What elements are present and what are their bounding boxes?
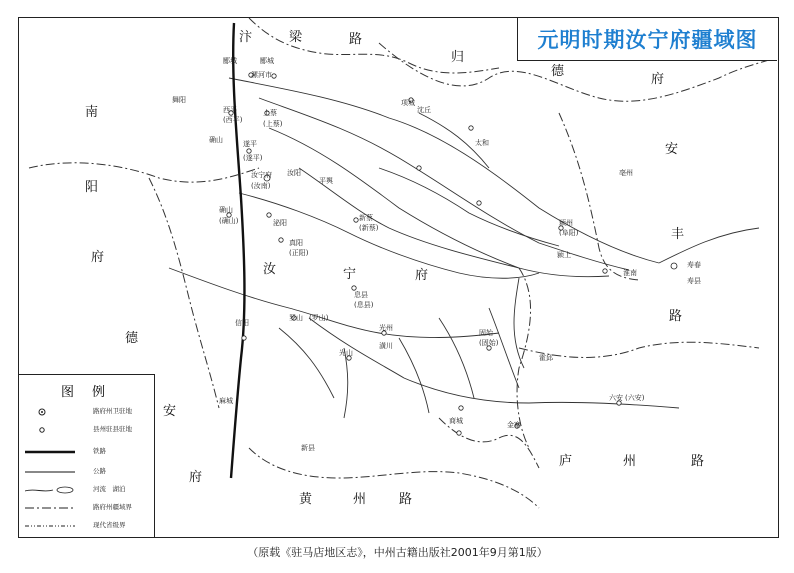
place-yancheng2: 郾城 [260,57,274,65]
place-suiping: 遂平 [243,140,257,148]
region-bianliang-1: 汴 [239,30,253,45]
region-anfeng-3: 路 [669,309,683,324]
river [489,308,519,388]
place-luoshan: 罗山 [289,314,303,322]
place-shouchun: 寿春 [687,261,701,269]
boundary [249,448,539,508]
place-luoshan-old: (罗山) [309,314,329,322]
place-xinyang: 信阳 [235,319,249,327]
town-marker [459,406,463,410]
legend-item-label: 路府州疆域界 [93,503,132,511]
place-guangzhou: 光州 [379,324,393,332]
place-runan-old: (汝南) [251,182,271,190]
region-ande-1: 德 [125,331,139,346]
legend-item [19,465,154,479]
town-marker [272,74,276,78]
region-luzhou-2: 州 [623,454,637,469]
town-marker [267,213,271,217]
railway-line-icon [25,447,75,457]
river [239,193,539,278]
place-suiping-old: (遂平) [243,154,263,162]
place-luan: 六安 [609,394,623,402]
place-huainan: 淮南 [623,269,637,277]
source-caption: （原载《驻马店地区志》，中州古籍出版社2001年9月第1版） [247,546,548,559]
place-yingzhou: 颍州 [559,219,573,227]
town-marker [671,263,677,269]
boundary-line-icon [25,503,75,513]
place-zhenyang-old: (正阳) [289,249,309,257]
town-marker [354,218,358,222]
region-nanyang-3: 府 [91,250,105,265]
region-anfeng-2: 丰 [671,227,685,242]
legend-title: 图例 [61,385,124,400]
highway-line-icon [25,467,75,477]
place-biyang: 泌阳 [273,219,287,227]
place-xiping: 西平 [223,106,237,114]
legend-item-label: 公路 [93,467,106,475]
place-xi-old: (息县) [354,301,374,309]
town-marker [477,201,481,205]
place-queshan: 确山 [209,136,223,144]
region-guide-1: 归 [451,50,465,65]
region-runing-3: 府 [415,268,429,283]
region-bianliang-2: 梁 [289,30,303,45]
province-boundary-icon [25,521,75,531]
river [439,318,474,398]
region-runing-1: 汝 [263,262,277,277]
place-queshan-old: 确山 [219,206,233,214]
boundary [559,113,639,280]
town-marker [469,126,473,130]
place-xi: 息县 [354,291,368,299]
region-huangzhou-2: 州 [353,492,367,507]
place-xincai: 新蔡 [359,214,373,222]
place-luohe: 漯河市 [251,71,272,79]
place-xinxian: 新县 [301,444,315,452]
region-fu-left: 府 [189,470,203,485]
legend-item-label: 河流 湖泊 [93,485,126,493]
place-huoqiu: 霍邱 [539,354,553,362]
place-runing-city: 汝宁府 [251,171,272,179]
seat-marker-icon [25,407,75,417]
legend-item-label: 现代省级界 [93,521,126,529]
place-pingyu: 平舆 [319,177,333,185]
place-zhenyang: 真阳 [289,239,303,247]
map-title: 元明时期汝宁府疆域图 [537,28,758,52]
town-marker [279,238,283,242]
region-huangzhou-1: 黄 [299,492,313,507]
place-fuyang: (阜阳) [559,229,579,237]
legend-item [19,423,154,437]
place-xincai-old: (新蔡) [359,224,379,232]
town-marker [242,336,246,340]
place-gushi-old: (固始) [479,339,499,347]
legend-item-label: 路府州卫驻地 [93,407,132,415]
legend-item [19,501,154,515]
place-yancheng: 郾城 [223,57,237,65]
map-frame [18,17,779,538]
town-marker [417,166,421,170]
legend-box [19,374,155,537]
legend-item [19,405,154,419]
place-liuan-old: (六安) [625,394,645,402]
region-luzhou-1: 庐 [559,454,573,469]
legend-item-label: 铁路 [93,447,106,455]
region-bianliang-3: 路 [349,32,363,47]
boundary [29,163,259,182]
river [259,98,629,270]
place-huangchuan: 潢川 [379,342,393,350]
place-xiangcheng: 项城 [401,99,415,107]
place-shouxian: 寿县 [687,277,701,285]
place-queshan-old2: (确山) [219,217,239,225]
county-marker-icon [25,425,75,435]
map-title-box [517,18,777,61]
river [309,318,679,408]
river [399,338,429,413]
region-guide-2: 德 [551,64,565,79]
place-shenqiu: 沈丘 [417,106,431,114]
legend-item [19,483,154,497]
place-shangcai: 上蔡 [263,109,277,117]
town-marker [457,431,461,435]
river-lake-icon [25,485,75,495]
region-nanyang-2: 阳 [85,180,99,195]
legend-item [19,519,154,533]
region-anfeng-1: 安 [665,142,679,157]
town-marker [603,269,607,273]
place-bozhou: 亳州 [619,169,633,177]
place-gushi: 固始 [479,329,493,337]
river [514,278,524,368]
river [279,328,334,398]
place-macheng: 麻城 [219,397,233,405]
region-ande-2: 安 [163,404,177,419]
river [169,268,499,338]
place-xiping-old: (西平) [223,116,243,124]
place-yingshang: 颍上 [557,251,571,259]
boundary [519,342,759,357]
place-wuyang: 舞阳 [172,96,186,104]
place-taihe: 太和 [475,139,489,147]
region-runing-2: 宁 [343,267,357,282]
place-guangshan: 光山 [339,349,353,357]
region-huangzhou-3: 路 [399,492,413,507]
legend-item [19,445,154,459]
railway [231,23,244,478]
legend-item-label: 县州驻县驻地 [93,425,132,433]
region-luzhou-3: 路 [691,454,705,469]
place-shangcheng: 商城 [449,417,463,425]
region-nanyang-1: 南 [85,105,99,120]
place-jinzhai: 金寨 [507,421,521,429]
region-guide-3: 府 [651,72,665,87]
place-runan: 汝阳 [287,169,301,177]
boundary [149,178,219,408]
river [379,168,559,246]
place-shangcai-old: (上蔡) [263,120,283,128]
